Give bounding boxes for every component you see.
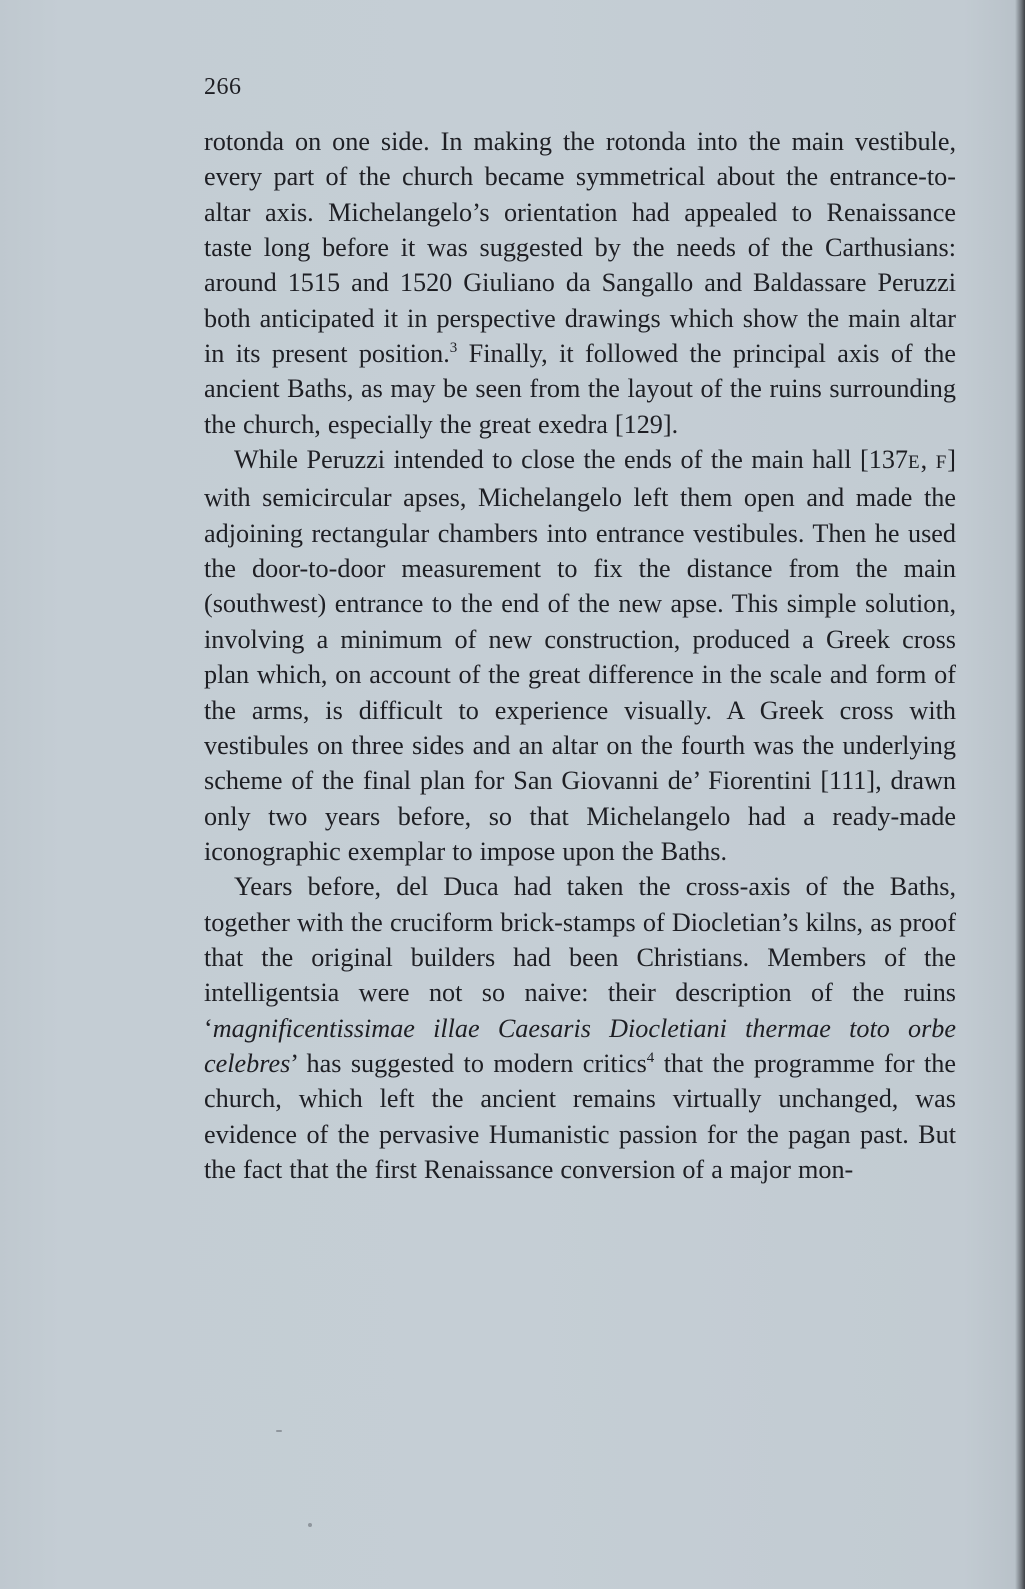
small-caps-text: E: [908, 452, 921, 474]
small-caps-text: F: [935, 452, 948, 474]
page-edge-shadow: [1015, 0, 1025, 1589]
paragraph: [204, 442, 956, 869]
italic-quotation: magnificentissimae illae Caesaris Diocletiani thermae toto orbe celebres: [204, 1013, 956, 1078]
text-run: ] with semicircular apses, Michelangelo left them open and made the adjoining rectangular chambers into entrance vestibules. Then he used the door-to-door measurement to fix the distance from the main (southwest) entrance to the end of the new apse. This simple solution, involving a minimum of new construction, produced a Greek cross plan which, on account of the great difference in the scale and form of the arms, is difficult to experience visually. A Greek cross with vestibules on three sides and an altar on the fourth was the underlying scheme of the final plan for San Giovanni de’ Fiorentini [111], drawn only two years before, so that Michelangelo had a ready-made iconographic exemplar to impose upon the Baths.: [204, 445, 957, 866]
page-number: 266: [204, 74, 242, 100]
footnote-reference: 4: [646, 1049, 655, 1066]
text-run: Years before, del Duca had taken the cross-axis of the Baths, together with the cruciform brick-stamps of Diocletian’s kilns, as proof that the original builders had been Christians. Members of the intelligentsia were not so naive: their description of the ruins ‘: [204, 872, 956, 1043]
text-run: ’ has suggested to modern critics: [290, 1048, 647, 1078]
print-speck: [276, 1430, 282, 1432]
text-run: ,: [920, 445, 936, 475]
footnote-reference: 3: [449, 340, 458, 357]
text-run: that the programme for the church, which left the ancient remains virtually unchanged, was evidence of the pervasive Humanistic passion for the pagan past. But the fact that the first Renaissance conversion of a major mon-: [204, 1048, 956, 1184]
body-text: [204, 124, 956, 1187]
text-run: rotonda on one side. In making the rotonda into the main vestibule, every part of the church became symmetrical about the entrance-to-altar axis. Michelangelo’s orientation had appealed to Renaissance taste long before it was suggested by the needs of the Carthusians: around 1515 and 1520 Giuliano da Sangallo and Baldassare Peruzzi both anticipated it in perspective drawings which show the main altar in its present position.: [204, 127, 956, 369]
paragraph: [204, 869, 956, 1187]
text-run: Finally, it followed the principal axis of the ancient Baths, as may be seen from the layout of the ruins surrounding the church, especially the great exedra [129].: [204, 339, 956, 439]
print-speck: [308, 1523, 312, 1527]
paragraph: [204, 124, 956, 442]
text-run: While Peruzzi intended to close the ends of the main hall [137: [234, 445, 909, 475]
